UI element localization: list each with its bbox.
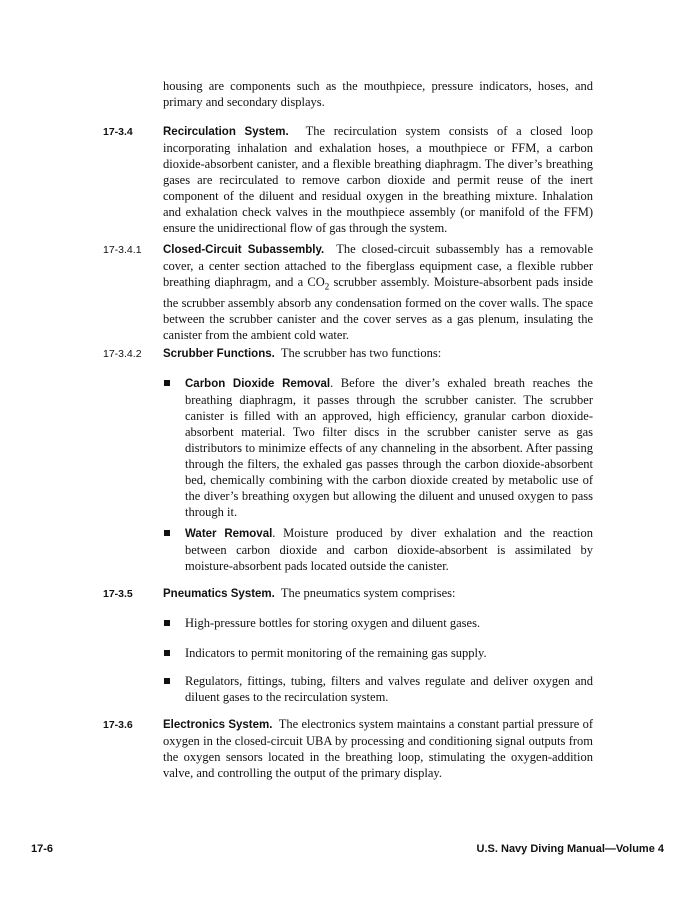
section-body: The electronics system maintains a constant partial pressure of oxygen in the closed-circuit UBA by processing and conditioning signal outputs from the oxygen sensors located in the breathing loop, stimulating the oxygen-addition valve, and controlling the output of the primary display.: [163, 717, 593, 780]
section-body: The recirculation system consists of a closed loop incorporating inhalation and exhalation hoses, a mouthpiece or FFM, a carbon dioxide-absorbent canister, and a flexible breathing diaphragm. The diver’s breathing gases are recirculated to remove carbon dioxide and permit reuse of the inert component of the diluent and residual oxygen in the breathing mixture. Inhalation and exhalation check valves in the mouthpiece assembly (or manifold of the FFM) ensure the unidirectional flow of gas through the system.: [163, 124, 594, 235]
page-number: 17-6: [31, 843, 54, 855]
section-body-continued: scrubber assembly. Moisture-absorbent pads inside the scrubber assembly absorb any condensation formed on the cover walls. The space between the scrubber canister and the cover serves as a gas plenum, insulating the canister from the ambient cold water.: [163, 275, 593, 342]
section-heading: Scrubber Functions.: [163, 348, 275, 360]
intro-paragraph: housing are components such as the mouthpiece, pressure indicators, hoses, and primary and secondary displays.: [163, 79, 593, 109]
section-number: 17-3.4.1: [103, 244, 142, 256]
list-item-text: Indicators to permit monitoring of the remaining gas supply.: [185, 646, 487, 660]
document-title: U.S. Navy Diving Manual—Volume 4: [476, 843, 664, 855]
list-item-heading: Carbon Dioxide Removal: [185, 378, 331, 390]
section-number: 17-3.5: [103, 588, 133, 600]
subscript-2: 2: [324, 281, 330, 292]
bullet-square-icon: [164, 380, 170, 386]
section-body: The pneumatics system comprises:: [280, 586, 456, 600]
section-heading: Recirculation System.: [163, 126, 289, 138]
bullet-square-icon: [164, 530, 170, 536]
section-heading: Pneumatics System.: [163, 588, 275, 600]
bullet-square-icon: [164, 678, 170, 684]
list-item-body: . Before the diver’s exhaled breath reaches the breathing diaphragm, it passes through the scrubber canister. The scrubber canister is filled with an approved, high efficiency, granular carbon dioxide-absorbent material. Two filter discs in the scrubber canister serve as gas distributors to minimize effects of any channeling in the absorbent. After passing through the filters, the exhaled gas passes through the carbon dioxide-absorbent bed, chemically combining with the carbon dioxide created by metabolic use of the diver’s breathing oxygen but allowing the diluent and unused oxygen to pass through it.: [185, 376, 593, 519]
section-paragraph: [163, 716, 593, 781]
section-paragraph: [163, 123, 593, 236]
list-item-body: . Moisture produced by diver exhalation and the reaction between carbon dioxide and carbon dioxide-absorbent is assimilated by moisture-absorbent pads located outside the canister.: [185, 526, 593, 573]
section-heading: Closed-Circuit Subassembly.: [163, 244, 325, 256]
section-number: 17-3.6: [103, 719, 133, 731]
list-item-text: High-pressure bottles for storing oxygen and diluent gases.: [185, 616, 481, 630]
section-paragraph: [163, 241, 593, 343]
section-paragraph: [163, 585, 593, 602]
section-paragraph: [163, 345, 593, 362]
list-item-heading: Water Removal: [185, 528, 273, 540]
section-number: 17-3.4: [103, 126, 133, 138]
bullet-square-icon: [164, 650, 170, 656]
list-item-text: [185, 525, 593, 574]
section-heading: Electronics System.: [163, 719, 273, 731]
list-item-text: Regulators, fittings, tubing, filters and valves regulate and deliver oxygen and diluent gases to the recirculation system.: [185, 674, 593, 704]
list-item-text: [185, 375, 593, 520]
section-body: The closed-circuit subassembly has a removable cover, a center section attached to the fiberglass equipment case, a flexible rubber breathing diaphragm, and a CO: [163, 242, 593, 289]
bullet-square-icon: [164, 620, 170, 626]
section-body: The scrubber has two functions:: [280, 346, 442, 360]
section-number: 17-3.4.2: [103, 348, 142, 360]
